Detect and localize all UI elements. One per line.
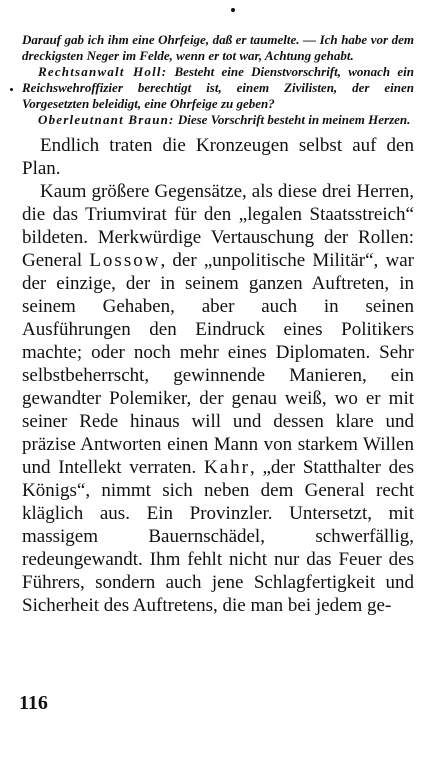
page-body: [22, 32, 414, 617]
quote-text: Diese Vorschrift besteht in meinem Herzen.: [174, 112, 411, 127]
body-paragraph: [22, 180, 414, 617]
name-kahr: Kahr: [203, 457, 250, 478]
paragraph-text: Kaum größere Gegensätze, als diese drei Herren, die das Triumvirat für den „legalen Staatsstreich“ bildeten. Merkwürdige Vertauschung der Rollen: General: [22, 181, 414, 271]
margin-mark: [10, 88, 13, 91]
speaker-name: Oberleutnant Braun:: [38, 112, 175, 127]
body-paragraph: Endlich traten die Kronzeugen selbst auf den Plan.: [22, 135, 414, 179]
printer-mark: [231, 8, 235, 12]
speaker-name: Rechtsanwalt Holl:: [38, 64, 168, 79]
name-lossow: Lossow: [89, 250, 161, 271]
quote-line: [22, 32, 414, 64]
quote-line: [22, 112, 414, 128]
quote-text: Darauf gab ich ihm eine Ohrfeige, daß er taumelte. — Ich habe vor dem dreckigsten Neger im Felde, wenn er tot war, Achtung gehabt.: [22, 32, 414, 63]
page-number: 116: [19, 692, 48, 714]
paragraph-text: , „der Statthalter des Königs“, nimmt sich neben dem General recht kläglich aus. Ein Provinzler. Untersetzt, mit massigem Bauernschädel, schwerfällig, redeungewandt. Ihm fehlt nicht nur das Feuer des Führers, sondern auch jene Schlagfertigkeit und Sicherheit des Auftretens, die man bei jedem ge-: [22, 457, 415, 616]
paragraph-text: , der „unpolitische Militär“, war der einzige, der in seinem ganzen Auftreten, in seinem Gehaben, aber auch in seinen Ausführungen den Eindruck eines Politikers machte; oder noch mehr eines Diplomaten. Sehr selbstbeherrscht, gewinnende Manieren, ein gewandter Polemiker, der genau weiß, wo er mit seiner Rede hinaus will und dessen klare und präzise Antworten einen Mann von starkem Willen und Intellekt verraten.: [22, 250, 414, 478]
quote-line: [22, 64, 414, 112]
quote-text: Besteht eine Dienstvorschrift, wonach ein Reichswehroffizier berechtigt ist, einem Zivilisten, der einen Vorgesetzten beleidigt, eine Ohrfeige zu geben?: [22, 64, 414, 111]
